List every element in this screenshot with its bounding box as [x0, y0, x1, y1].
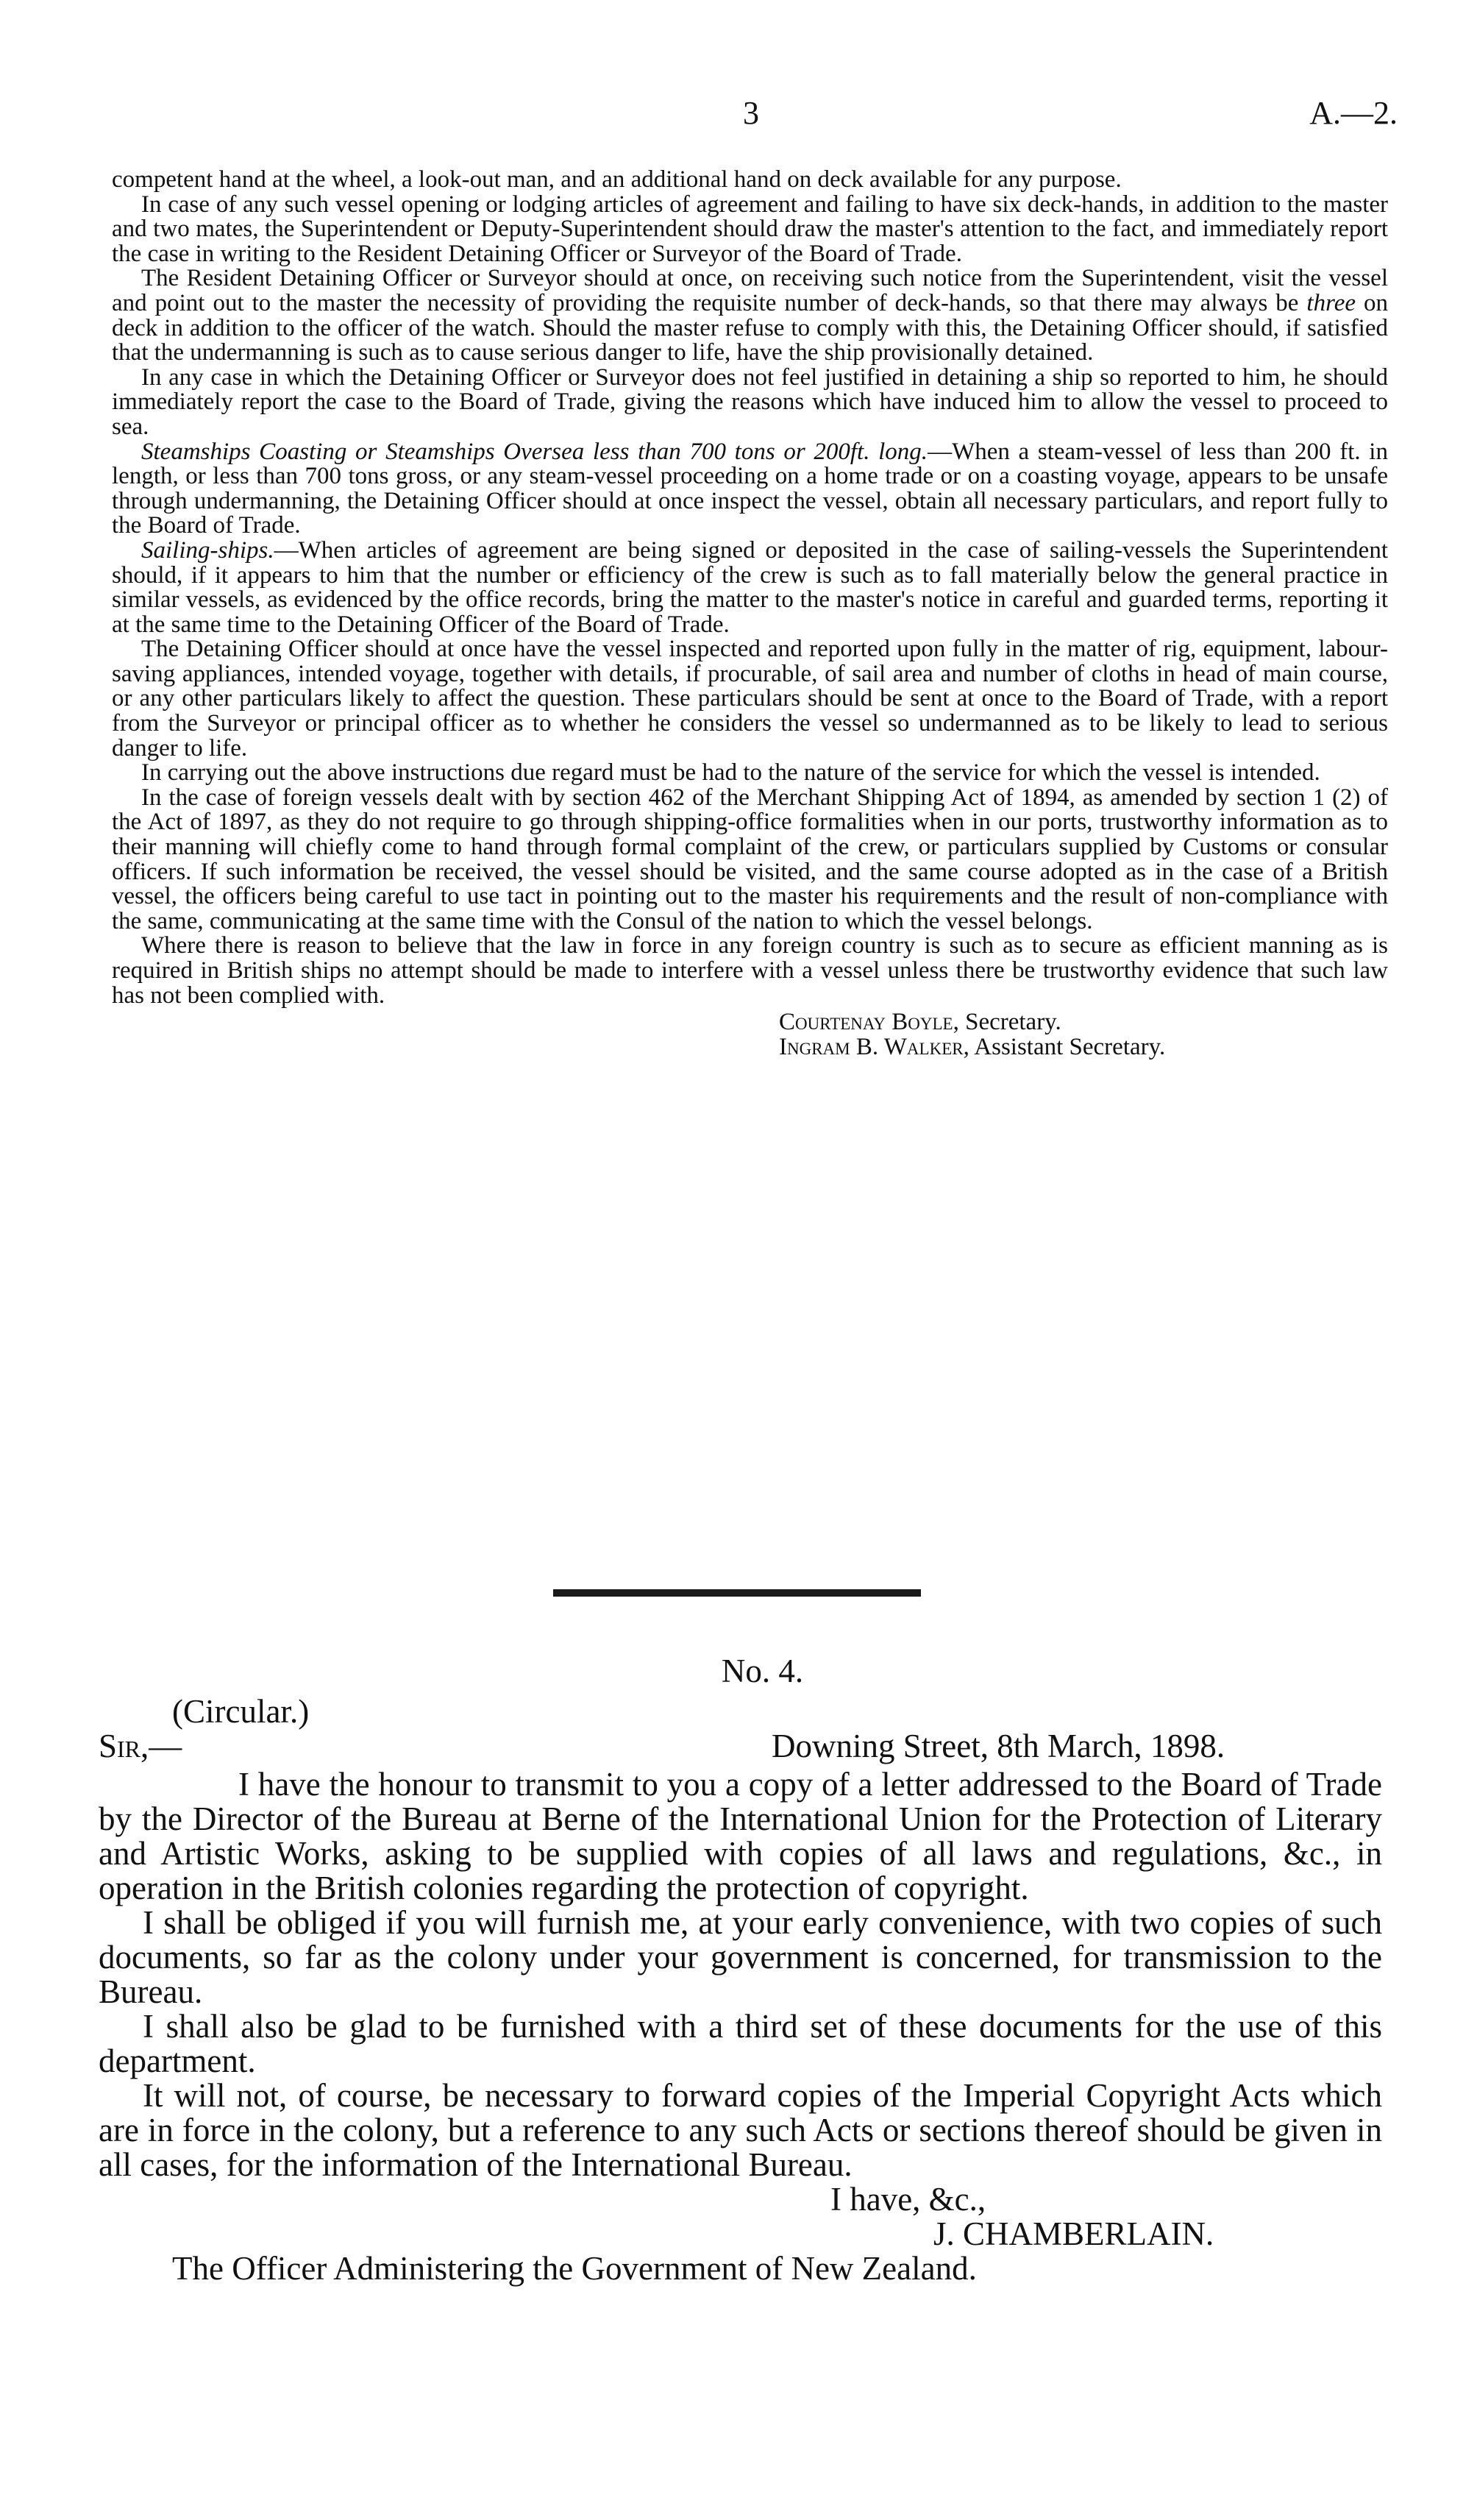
side-heading: Steamships Coasting or Steamships Oversea less than 700 tons or 200ft. long.: [141, 438, 928, 465]
complimentary-close: I have, &c.,: [830, 2181, 986, 2218]
salutation-date-line: [99, 1729, 1382, 1767]
paragraph: [112, 440, 1388, 539]
signatory-title: , Secretary.: [953, 1009, 1061, 1036]
paragraph: In case of any such vessel opening or lodging articles of agreement and failing to have six deck-hands, in addition to the master and two mates, the Superintendent or Deputy-Superintendent should draw the master's attention to the fact, and immediately report the case in writing to the Resident Detaining Officer or Surveyor of the Board of Trade.: [112, 191, 1388, 267]
paragraph: I have the honour to transmit to you a copy of a letter addressed to the Board of Trade by the Director of the Bureau at Berne of the International Union for the Protection of Literary and Artistic Works, asking to be supplied with copies of all laws and regulations, &c., in operation in the British colonies regarding the protection of copyright.: [99, 1766, 1382, 1906]
closing-line: [99, 2182, 1382, 2217]
dateline: Downing Street, 8th March, 1898.: [772, 1728, 1225, 1764]
paragraph: In carrying out the above instructions due regard must be had to the nature of the service for which the vessel is intended.: [141, 759, 1320, 787]
paragraph-text: —When articles of agreement are being signed or deposited in the case of sailing-vessels the Superintendent should, if it appears to him that the number or efficiency of the crew is such as to fall materially below the general practice in similar vessels, as evidenced by the office records, bring the matter to the master's notice in careful and guarded terms, reporting it at the same time to the Detaining Officer of the Board of Trade.: [112, 536, 1388, 638]
paragraph: In the case of foreign vessels dealt with by section 462 of the Merchant Shipping Act of 1894, as amended by section 1 (2) of the Act of 1897, as they do not require to go through shipping-office formalities when in our ports, trustworthy information as to their manning will chiefly come to hand through formal complaint of the crew, or particulars supplied by Customs or consular officers. If such information be received, the vessel should be visited, and the same course adopted as in the case of a British vessel, the officers being careful to use tact in pointing out to the master his requirements and the result of non-compliance with the same, communicating at the same time with the Consul of the nation to which the vessel belongs.: [112, 784, 1388, 934]
signatory-secretary: [779, 1009, 1388, 1034]
paragraph: competent hand at the wheel, a look-out man, and an additional hand on deck available for any purpose.: [112, 166, 1122, 193]
paragraph: [112, 536, 1388, 638]
paragraph: [112, 266, 1388, 365]
board-of-trade-instructions: [112, 168, 1388, 1060]
paragraph: I shall also be glad to be furnished with a third set of these documents for the use of this department.: [99, 2008, 1382, 2079]
paragraph: I shall be obliged if you will furnish me, at your early convenience, with two copies of such documents, so far as the colony under your government is concerned, for transmission to the Bureau.: [99, 1904, 1382, 2010]
paragraph: In any case in which the Detaining Officer or Surveyor does not feel justified in detaining a ship so reported to him, he should immediately report the case to the Board of Trade, giving the reasons which have induced him to allow the vessel to proceed to sea.: [112, 363, 1388, 440]
salutation: Sir,—: [99, 1728, 182, 1764]
signatory-assistant-secretary: [779, 1034, 1388, 1060]
document-number: No. 4.: [721, 1653, 804, 1689]
circular-no-4: [99, 1654, 1382, 2286]
paragraph: It will not, of course, be necessary to forward copies of the Imperial Copyright Acts which are in force in the colony, but a reference to any such Acts or sections thereof should be given in all cases, for the information of the International Bureau.: [99, 2077, 1382, 2183]
paragraph: The Detaining Officer should at once have the vessel inspected and reported upon fully in the matter of rig, equipment, labour-saving appliances, intended voyage, together with details, if procurable, of sail area and number of cloths in head of main course, or any other particulars likely to affect the question. These particulars should be sent at once to the Board of Trade, with a report from the Surveyor or principal officer as to whether he considers the vessel so undermanned as to be likely to lead to serious danger to life.: [112, 636, 1388, 762]
signatory-title: , Assistant Secretary.: [963, 1034, 1166, 1061]
addressee: The Officer Administering the Government of New Zealand.: [172, 2250, 977, 2287]
signatory-name: Courtenay Boyle: [779, 1009, 953, 1036]
paragraph-text: on deck in addition to the officer of the watch. Should the master refuse to comply with this, the Detaining Officer should, if satisfied that the undermanning is such as to cause serious danger to life, have the ship provisionally detained.: [112, 289, 1388, 366]
signatory-name: Ingram B. Walker: [779, 1034, 964, 1061]
section-divider: [553, 1589, 921, 1597]
signature-block: [112, 1009, 1388, 1060]
circular-label: (Circular.): [172, 1693, 310, 1730]
paragraph-text: —When a steam-vessel of less than 200 ft. in length, or less than 700 tons gross, or any steam-vessel proceeding on a home trade or on a coasting voyage, appears to be unsafe through undermanning, the Detaining Officer should at once inspect the vessel, obtain all necessary particulars, and report fully to the Board of Trade.: [112, 438, 1388, 539]
document-reference: A.—2.: [1309, 95, 1398, 131]
page-number: 3: [743, 95, 759, 131]
side-heading: Sailing-ships.: [141, 536, 274, 564]
signature: J. CHAMBERLAIN.: [933, 2215, 1214, 2252]
page-header: [110, 94, 1398, 138]
emphasis: three: [1306, 289, 1356, 316]
paragraph-text: The Resident Detaining Officer or Surveyor should at once, on receiving such notice from the Superintendent, visit the vessel and point out to the master the necessity of providing the requisite number of deck-hands, so that there may always be: [112, 265, 1388, 316]
paragraph: Where there is reason to believe that the law in force in any foreign country is such as to secure as efficient manning as is required in British ships no attempt should be made to interfere with a vessel unless there be trustworthy evidence that such law has not been complied with.: [112, 932, 1388, 1009]
